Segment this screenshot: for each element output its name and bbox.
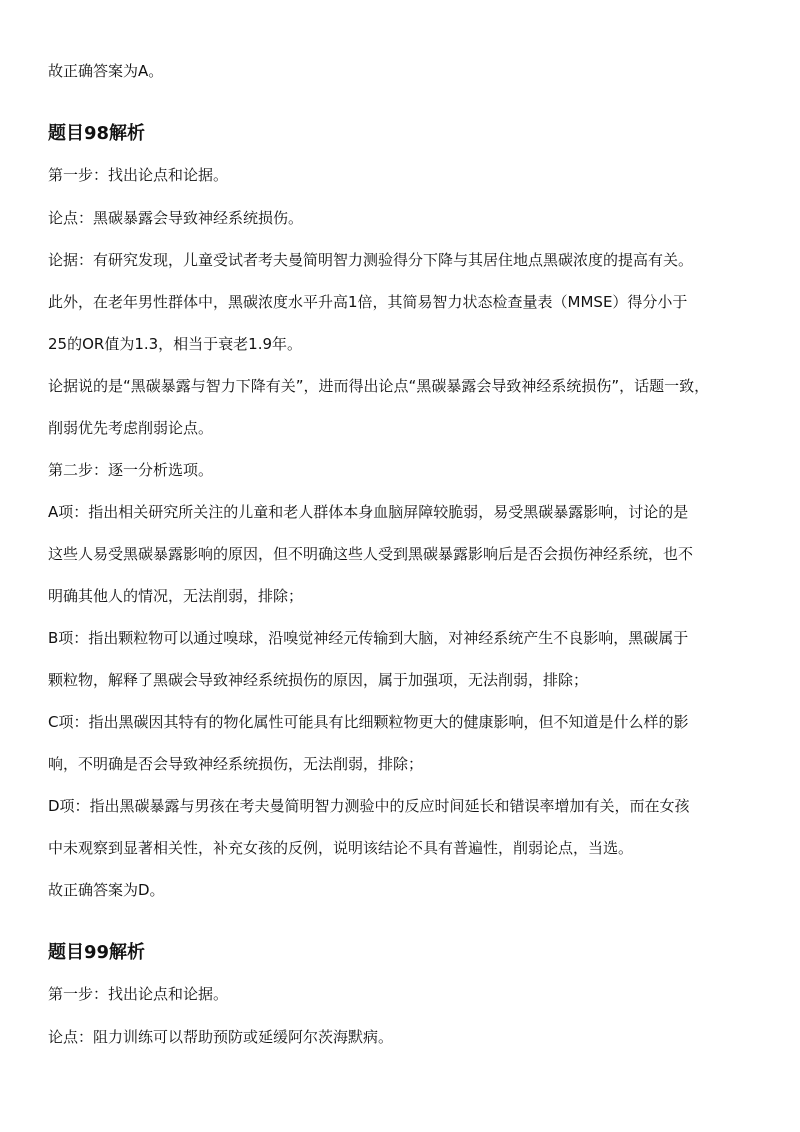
analysis-line: 削弱优先考虑削弱论点。 [48,419,214,437]
evidence-line: 此外，在老年男性群体中，黑碳浓度水平升高1倍，其简易智力状态检查量表（MMSE）得分小于 [48,293,688,311]
option-b-line: 颗粒物，解释了黑碳会导致神经系统损伤的原因，属于加强项，无法削弱，排除； [48,671,589,689]
question-99-heading: 题目99解析 [48,942,146,963]
claim-line: 论点：阻力训练可以帮助预防或延缓阿尔茨海默病。 [48,1028,394,1046]
option-a-line: 明确其他人的情况，无法削弱，排除； [48,587,304,605]
option-b-line: B项：指出颗粒物可以通过嗅球，沿嗅觉神经元传输到大脑，对神经系统产生不良影响，黑碳属于 [48,629,689,647]
step-2-line: 第二步：逐一分析选项。 [48,461,214,479]
option-d-line: 中未观察到显著相关性，补充女孩的反例，说明该结论不具有普遍性，削弱论点，当选。 [48,839,634,857]
step-1-line: 第一步：找出论点和论据。 [48,166,229,184]
option-a-line: A项：指出相关研究所关注的儿童和老人群体本身血脑屏障较脆弱，易受黑碳暴露影响，讨论的是 [48,503,689,521]
answer-line: 故正确答案为D。 [48,881,165,899]
evidence-line: 25的OR值为1.3，相当于衰老1.9年。 [48,335,303,353]
option-d-line: D项：指出黑碳暴露与男孩在考夫曼简明智力测验中的反应时间延长和错误率增加有关，而在女孩 [48,797,690,815]
option-a-line: 这些人易受黑碳暴露影响的原因，但不明确这些人受到黑碳暴露影响后是否会损伤神经系统，也不 [48,545,694,563]
step-1-line: 第一步：找出论点和论据。 [48,985,229,1003]
evidence-line: 论据：有研究发现，儿童受试者考夫曼简明智力测验得分下降与其居住地点黑碳浓度的提高有关。 [48,251,694,269]
question-98-heading: 题目98解析 [48,123,146,144]
option-c-line: 响，不明确是否会导致神经系统损伤，无法削弱，排除； [48,755,424,773]
answer-line: 故正确答案为A。 [48,62,164,80]
option-c-line: C项：指出黑碳因其特有的物化属性可能具有比细颗粒物更大的健康影响，但不知道是什么样的影 [48,713,689,731]
analysis-line: 论据说的是“黑碳暴露与智力下降有关”，进而得出论点“黑碳暴露会导致神经系统损伤”，话题一致， [48,377,710,395]
claim-line: 论点：黑碳暴露会导致神经系统损伤。 [48,209,304,227]
